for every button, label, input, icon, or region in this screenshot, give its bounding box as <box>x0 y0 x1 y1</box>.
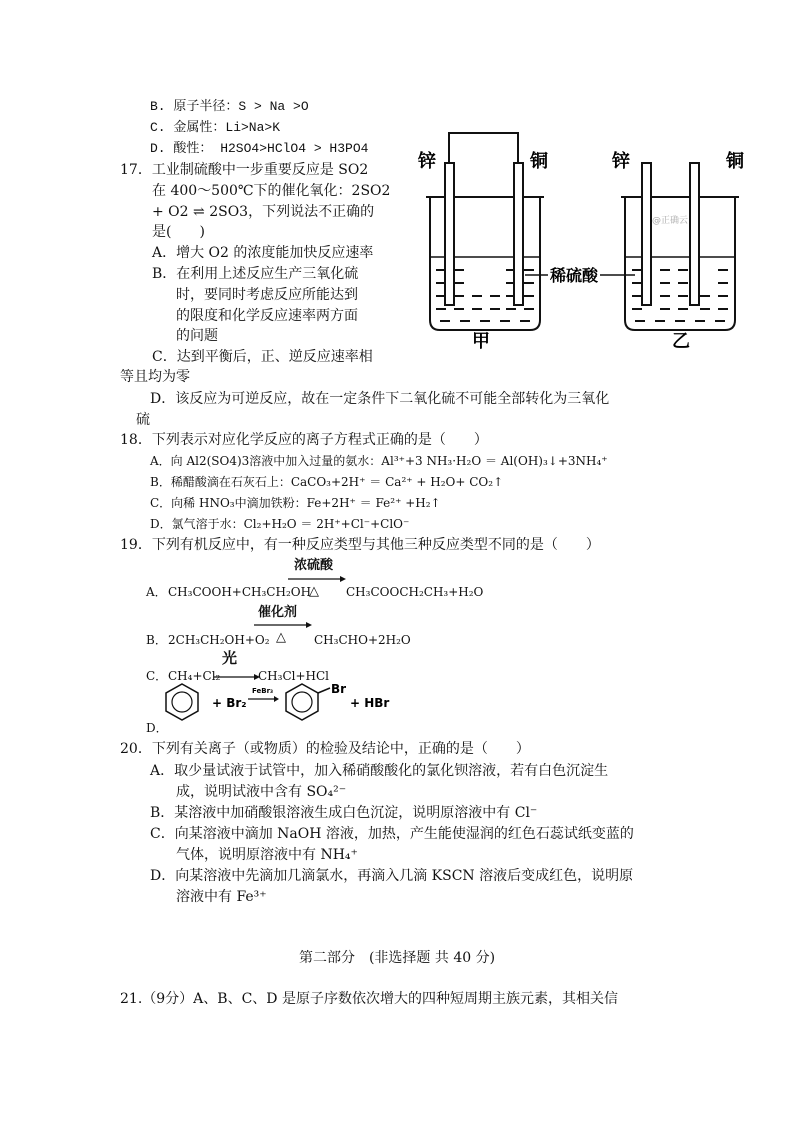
q19-d-hbr: + HBr <box>350 696 390 710</box>
q19-stem: 19．下列有机反应中，有一种反应类型与其他三种反应类型不同的是（ ） <box>120 537 600 553</box>
label-dilute-sulfuric-acid: 稀硫酸 <box>550 266 599 285</box>
q19-d-catalyst: FeBr₃ <box>252 687 274 695</box>
q18-option-b: B．稀醋酸滴在石灰石上：CaCO₃+2H⁺ ＝ Ca²⁺ + H₂O+ CO₂↑ <box>150 475 504 489</box>
q17-stem-line1: 17．工业制硫酸中一步重要反应是 SO2 <box>120 162 369 178</box>
q19-c-reactants: CH₄+Cl₂ <box>168 669 221 683</box>
q19-a-products: CH₃COOCH₂CH₃+H₂O <box>346 585 484 599</box>
q16-option-d: D. 酸性： H2SO4>HClO4 > H3PO4 <box>150 141 369 156</box>
q17-option-b-line3: 的限度和化学反应速率两方面 <box>176 308 358 324</box>
q19-b-condition-top: 催化剂 <box>258 605 298 620</box>
q19-d-br: Br <box>331 682 347 696</box>
q20-option-d-line1: D．向某溶液中先滴加几滴氯水，再滴入几滴 KSCN 溶液后变成红色，说明原 <box>150 868 634 884</box>
q18-option-a: A．向 Al2(SO4)3溶液中加入过量的氨水：Al³⁺+3 NH₃·H₂O ＝ Al(OH)₃↓+3NH₄⁺ <box>150 454 608 468</box>
q17-option-b-line2: 时，要同时考虑反应所能达到 <box>176 287 358 303</box>
bromobenzene-ring-icon <box>286 684 318 720</box>
q20-option-c-line2: 气体，说明原溶液中有 NH₄⁺ <box>176 847 358 863</box>
q19-option-d-label: D． <box>146 721 168 735</box>
label-yi: 乙 <box>672 331 690 352</box>
q19-d-br2: + Br₂ <box>212 696 247 710</box>
q20-option-c-line1: C．向某溶液中滴加 NaOH 溶液，加热，产生能使湿润的红色石蕊试纸变蓝的 <box>150 826 634 842</box>
beaker-yi <box>621 163 739 330</box>
q19-option-b-label: B． <box>146 633 167 647</box>
q19-option-c-label: C． <box>146 669 168 683</box>
q17-option-b-line4: 的问题 <box>176 328 218 344</box>
q19-c-products: CH₃Cl+HCl <box>258 669 330 683</box>
label-zn-left: 锌 <box>418 151 436 172</box>
q17-stem-line3: + O2 ⇌ 2SO3，下列说法不正确的 <box>152 204 375 220</box>
q17-stem-line2: 在 400～500℃下的催化氧化：2SO2 <box>152 183 391 199</box>
q19-d-benzene-bromination <box>160 680 410 730</box>
q20-option-b: B．某溶液中加硝酸银溶液生成白色沉淀，说明原溶液中有 Cl⁻ <box>150 805 538 821</box>
q19-a-reactants: CH₃COOH+CH₃CH₂OH <box>168 585 312 599</box>
q17-option-d-line2: 硫 <box>136 412 150 428</box>
q17-option-b-line1: B．在利用上述反应生产三氧化硫 <box>152 266 359 282</box>
q17-option-a: A．增大 O2 的浓度能加快反应速率 <box>152 245 374 261</box>
q18-option-d: D．氯气溶于水：Cl₂+H₂O ＝ 2H⁺+Cl⁻+ClO⁻ <box>150 517 410 531</box>
benzene-ring-icon <box>166 684 198 720</box>
galvanic-cell-figure <box>420 125 775 350</box>
q18-stem: 18．下列表示对应化学反应的离子方程式正确的是（ ） <box>120 432 488 448</box>
q20-option-a-line1: A．取少量试液于试管中，加入稀硝酸酸化的氯化钡溶液，若有白色沉淀生 <box>150 763 609 779</box>
q19-b-reactants: 2CH₃CH₂OH+O₂ <box>168 633 270 647</box>
label-cu-right: 铜 <box>726 151 744 172</box>
watermark: @正确云 <box>652 216 689 226</box>
q19-option-a-label: A． <box>146 585 167 599</box>
q20-option-d-line2: 溶液中有 Fe³⁺ <box>176 889 267 905</box>
part2-heading: 第二部分 (非选择题 共 40 分) <box>298 950 496 966</box>
q21-stem: 21.（9分）A、B、C、D 是原子序数依次增大的四种短周期主族元素，其相关信 <box>120 991 618 1007</box>
q17-option-d-line1: D．该反应为可逆反应，故在一定条件下二氧化硫不可能全部转化为三氧化 <box>150 391 610 407</box>
q19-b-products: CH₃CHO+2H₂O <box>314 633 411 647</box>
label-jia: 甲 <box>472 331 490 352</box>
q16-option-b: B. 原子半径：S > Na >O <box>150 99 309 114</box>
q20-option-a-line2: 成，说明试液中含有 SO₄²⁻ <box>176 784 347 800</box>
q16-option-c: C. 金属性：Li>Na>K <box>150 120 281 135</box>
q20-stem: 20．下列有关离子（或物质）的检验及结论中，正确的是（ ） <box>120 741 530 757</box>
q19-a-condition-top: 浓硫酸 <box>294 558 334 573</box>
q19-a-condition-bottom: △ <box>309 584 319 599</box>
beaker-jia <box>426 133 544 330</box>
q17-option-c-line2: 等且均为零 <box>120 369 190 385</box>
q18-option-c: C．向稀 HNO₃中滴加铁粉：Fe+2H⁺ ＝ Fe²⁺ +H₂↑ <box>150 496 441 510</box>
q19-c-condition: 光 <box>222 649 238 667</box>
q17-stem-line4: 是( ) <box>152 224 205 240</box>
q19-b-condition-bottom: △ <box>276 630 286 645</box>
label-zn-right: 锌 <box>612 151 630 172</box>
label-cu-left: 铜 <box>530 151 548 172</box>
q17-option-c-line1: C．达到平衡后，正、逆反应速率相 <box>152 349 373 365</box>
